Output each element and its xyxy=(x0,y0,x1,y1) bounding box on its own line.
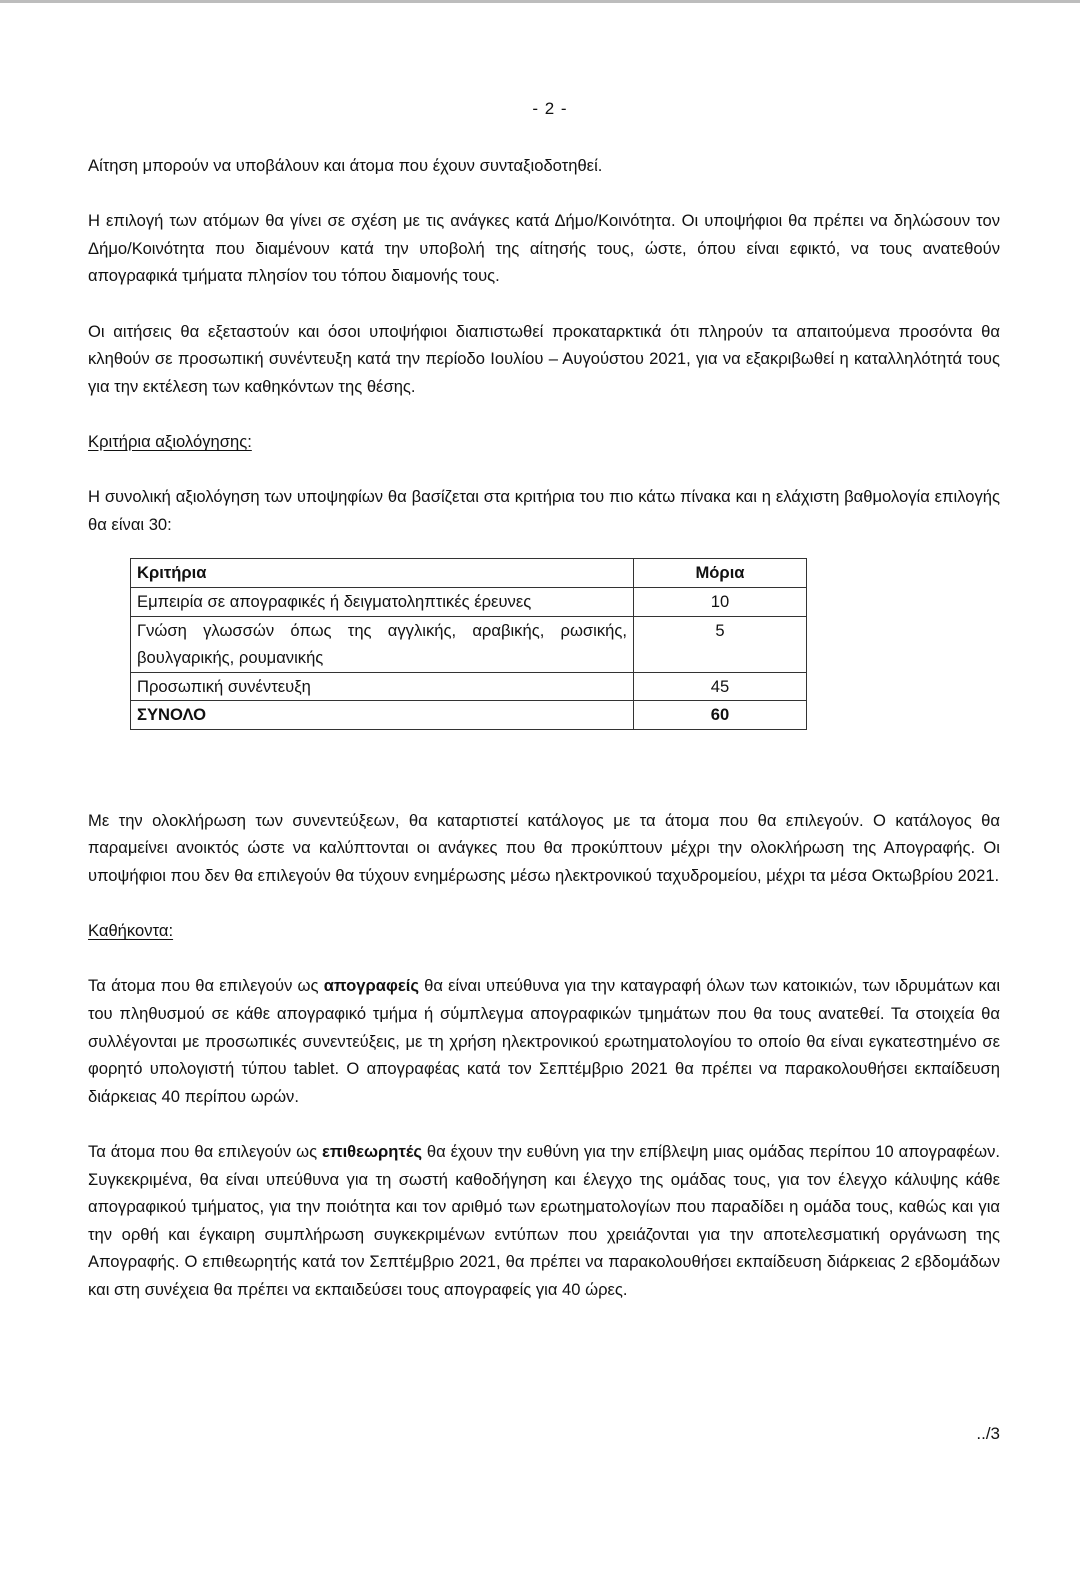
paragraph-selection-list: Με την ολοκλήρωση των συνεντεύξεων, θα καταρτιστεί κατάλογος με τα άτομα που θα επιλεγούν. Ο κατάλογος θα παραμείνει ανοικτός ώστε να καλύπτονται οι ανάγκες που θα προκύπτουν μέχρι την ολοκλήρωση της Απογραφής. Οι υποψήφιοι που δεν θα επιλεγούν θα τύχουν ενημέρωσης μέσω ηλεκτρονικού ταχυδρομείου, μέχρι τα μέσα Οκτωβρίου 2021. xyxy=(88,810,1000,886)
enumerators-text-pre: Τα άτομα που θα επιλεγούν ως xyxy=(88,976,324,996)
total-label: ΣΥΝΟΛΟ xyxy=(131,701,634,730)
header-criteria: Κριτήρια xyxy=(131,559,634,588)
criteria-table xyxy=(130,558,807,730)
table-row xyxy=(131,672,807,701)
paragraph-selection-by-municipality: Η επιλογή των ατόμων θα γίνει σε σχέση με τις ανάγκες κατά Δήμο/Κοινότητα. Οι υποψήφιοι θα πρέπει να δηλώσουν τον Δήμο/Κοινότητα που διαμένουν κατά την υποβολή της αίτησής τους, ώστε, όπου είναι εφικτό, να τους ανατεθούν απογραφικά τμήματα πλησίον του τόπου διαμονής τους. xyxy=(88,211,1000,286)
enumerators-term: απογραφείς xyxy=(323,976,419,996)
criterion-cell: Εμπειρία σε απογραφικές ή δειγματοληπτικές έρευνες xyxy=(131,587,634,616)
page-number: - 2 - xyxy=(532,99,568,118)
supervisors-term: επιθεωρητές xyxy=(321,1142,422,1161)
supervisors-text-pre: Τα άτομα που θα επιλεγούν ως xyxy=(88,1142,322,1161)
table-total-row xyxy=(131,701,807,730)
heading-duties: Καθήκοντα: xyxy=(88,921,174,941)
paragraph-interviews: Οι αιτήσεις θα εξεταστούν και όσοι υποψήφιοι διαπιστωθεί προκαταρκτικά ότι πληρούν τα απαιτούμενα προσόντα θα κληθούν σε προσωπική συνέντευξη κατά την περίοδο Ιουλίου – Αυγούστου 2021, για να εξακριβωθεί η καταλληλότητά τους για την εκτέλεση των καθηκόντων της θέσης. xyxy=(88,321,1000,396)
points-cell: 5 xyxy=(634,616,807,672)
table-row xyxy=(131,587,807,616)
points-cell: 45 xyxy=(634,672,807,701)
top-border xyxy=(0,0,1080,3)
table-header-row xyxy=(131,559,807,588)
paragraph-enumerators-duties xyxy=(88,972,1000,1110)
continue-marker: ../3 xyxy=(976,1424,1000,1443)
paragraph-retired-applicants: Αίτηση μπορούν να υποβάλουν και άτομα που έχουν συνταξιοδοτηθεί. xyxy=(88,156,603,175)
header-points: Μόρια xyxy=(634,559,807,588)
criterion-cell: Γνώση γλωσσών όπως της αγγλικής, αραβικής, ρωσικής, βουλγαρικής, ρουμανικής xyxy=(131,616,634,672)
table-row xyxy=(131,616,807,672)
enumerators-text-post: θα είναι υπεύθυνα για την καταγραφή όλων των κατοικιών, των ιδρυμάτων και του πληθυσμού σε κάθε απογραφικό τμήμα ή σύμπλεγμα απογραφικών τμημάτων που θα τους ανατεθεί. Τα στοιχεία θα συλλέγονται με προσωπικές συνεντεύξεις, με τη χρήση ηλεκτρονικού ερωτηματολογίου το οποίο θα είναι εγκατεστημένο σε φορητό υπολογιστή τύπου tablet. Ο απογραφέας κατά τον Σεπτέμβριο 2021 θα πρέπει να παρακολουθήσει εκπαίδευση διάρκειας 40 περίπου ωρών. xyxy=(88,976,1000,1106)
paragraph-supervisors-duties xyxy=(88,1138,1000,1304)
criteria-table-wrapper xyxy=(130,558,1000,730)
total-points: 60 xyxy=(634,701,807,730)
criterion-cell: Προσωπική συνέντευξη xyxy=(131,672,634,701)
paragraph-evaluation-intro: Η συνολική αξιολόγηση των υποψηφίων θα βασίζεται στα κριτήρια του πιο κάτω πίνακα και η ελάχιστη βαθμολογία επιλογής θα είναι 30: xyxy=(88,487,1000,534)
heading-evaluation-criteria: Κριτήρια αξιολόγησης: xyxy=(88,431,252,451)
points-cell: 10 xyxy=(634,587,807,616)
supervisors-text-post: θα έχουν την ευθύνη για την επίβλεψη μιας ομάδας περίπου 10 απογραφέων. Συγκεκριμένα, θα είναι υπεύθυνα για τη σωστή καθοδήγηση και έλεγχο της ομάδας τους, για τον έλεγχο κάλυψης κάθε απογραφικού τμήματος, για την ποιότητα και τον αριθμό των ερωτηματολογίων που παραδίδει η ομάδα τους, καθώς και για την ορθή και έγκαιρη συμπλήρωση συγκεκριμένων εντύπων που χρειάζονται για την αποτελεσματική οργάνωση της Απογραφής. Ο επιθεωρητής κατά τον Σεπτέμβριο 2021, θα πρέπει να παρακολουθήσει εκπαίδευση διάρκειας 2 εβδομάδων και στη συνέχεια θα πρέπει να εκπαιδεύσει τους απογραφείς για 40 ώρες. xyxy=(88,1142,1001,1299)
document-body xyxy=(88,152,1000,1331)
